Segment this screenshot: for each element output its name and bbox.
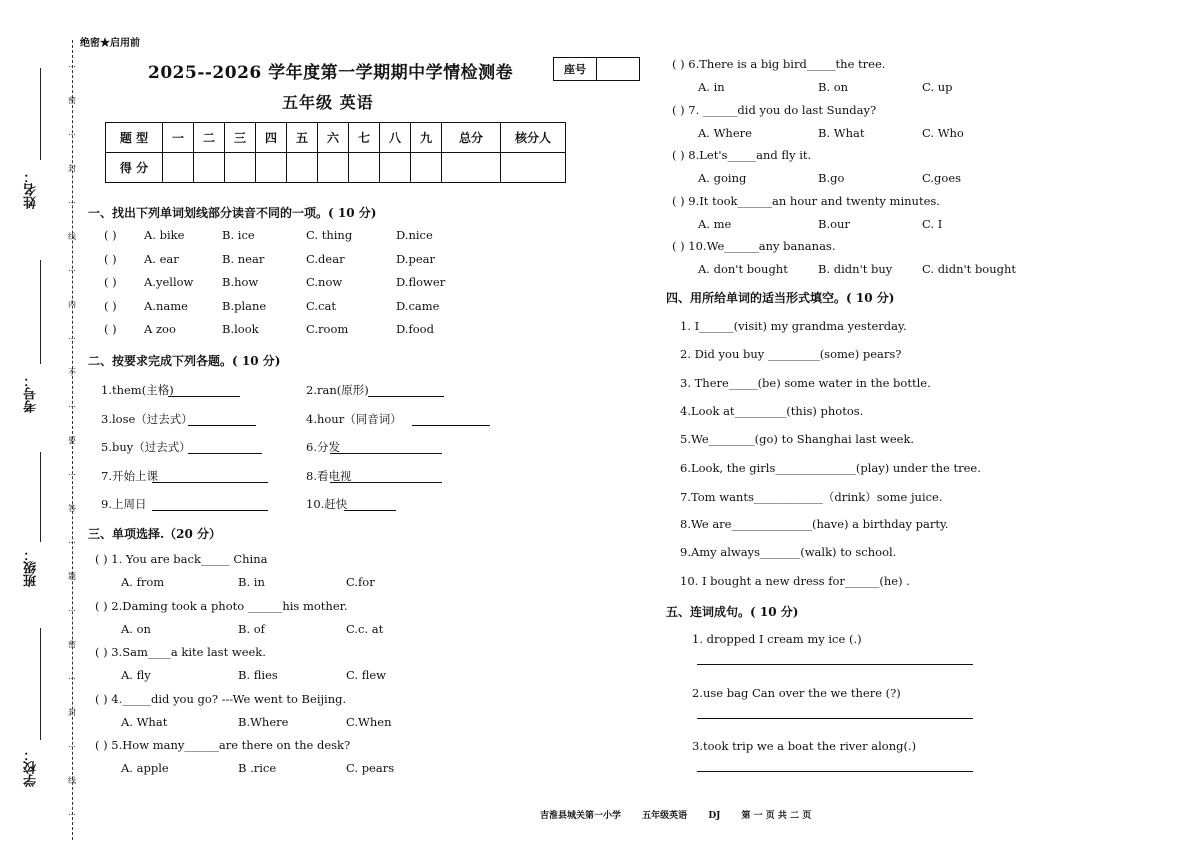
fill-blank-question: 1. I______(visit) my grandma yesterday. bbox=[680, 319, 907, 333]
score-table bbox=[105, 122, 566, 183]
option-b: B.our bbox=[818, 216, 850, 231]
fill-blank-question: 10. I bought a new dress for______(he) . bbox=[680, 573, 910, 588]
fill-blank-question: 5.We________(go) to Shanghai last week. bbox=[680, 432, 915, 447]
option-b: B. flies bbox=[238, 668, 278, 682]
score-header-cell: 九 bbox=[411, 123, 442, 153]
cut-line-char: ⋯ bbox=[68, 538, 76, 547]
option-b: B. on bbox=[818, 80, 849, 94]
word-task: 3.lose（过去式） bbox=[101, 411, 193, 426]
score-cell[interactable] bbox=[225, 153, 256, 183]
option-c: C. up bbox=[922, 80, 953, 94]
seat-label: 座号 bbox=[554, 58, 597, 80]
seat-number-field[interactable] bbox=[597, 58, 639, 80]
word-task: 10.赶快 bbox=[306, 497, 348, 511]
answer-line[interactable] bbox=[152, 482, 268, 483]
option-c: C.for bbox=[346, 575, 375, 589]
option-c: C. pears bbox=[346, 761, 395, 775]
answer-line[interactable] bbox=[697, 771, 973, 772]
option-d: D.flower bbox=[396, 275, 446, 289]
option-a: A. apple bbox=[121, 761, 169, 775]
option-d: D.food bbox=[396, 322, 434, 336]
footer-school: 吉淮县城关第一小学 bbox=[540, 811, 622, 821]
option-a: A. ear bbox=[144, 251, 179, 266]
cut-line-char: 线 bbox=[68, 776, 76, 785]
fill-blank-question: 8.We are______________(have) a birthday party. bbox=[680, 517, 949, 532]
score-cell[interactable] bbox=[256, 153, 287, 183]
option-b: B.look bbox=[222, 322, 259, 336]
cut-line-char: ⋯ bbox=[68, 674, 76, 683]
answer-bracket[interactable]: ( ) bbox=[104, 298, 117, 313]
word-task: 8.看电视 bbox=[306, 468, 352, 483]
word-task: 5.buy（过去式） bbox=[101, 440, 191, 454]
fill-blank-question: 2. Did you buy _________(some) pears? bbox=[680, 347, 902, 362]
cut-line-text bbox=[66, 60, 78, 842]
exam-no-line[interactable] bbox=[40, 260, 41, 364]
score-cell[interactable] bbox=[163, 153, 194, 183]
school-label: 学校： bbox=[24, 748, 39, 787]
option-c: C. thing bbox=[306, 228, 353, 242]
answer-line[interactable] bbox=[697, 718, 973, 719]
section-4-title: 四、用所给单词的适当形式填空。( 10 分) bbox=[666, 291, 895, 305]
word-task: 4.hour（同音词） bbox=[306, 411, 402, 426]
question-text: ( ) 5.How many______are there on the desk? bbox=[95, 738, 351, 752]
cut-line-char: 封 bbox=[68, 708, 76, 717]
score-cell[interactable] bbox=[318, 153, 349, 183]
option-a: A. on bbox=[121, 621, 151, 636]
option-a: A zoo bbox=[144, 322, 176, 336]
score-header-cell: 七 bbox=[349, 123, 380, 153]
option-b: B.go bbox=[818, 171, 845, 185]
score-header-cell: 五 bbox=[287, 123, 318, 153]
name-label: 姓名： bbox=[24, 170, 39, 209]
option-c: C.goes bbox=[922, 171, 962, 185]
question-text: ( ) 9.It took______an hour and twenty minutes. bbox=[672, 193, 940, 208]
option-c: C.now bbox=[306, 275, 343, 289]
score-cell[interactable] bbox=[380, 153, 411, 183]
word-task: 9.上周日 bbox=[101, 497, 147, 511]
option-a: A.name bbox=[144, 298, 188, 313]
score-header-cell: 三 bbox=[225, 123, 256, 153]
score-header-cell: 四 bbox=[256, 123, 287, 153]
section-1-title: 一、找出下列单词划线部分读音不同的一项。( 10 分) bbox=[88, 206, 377, 220]
exam-subtitle: 五年级 英语 bbox=[282, 93, 374, 112]
fill-blank-question: 6.Look, the girls______________(play) under the tree. bbox=[680, 460, 981, 475]
option-b: B. What bbox=[818, 125, 865, 140]
option-c: C.When bbox=[346, 714, 392, 729]
score-header-cell: 一 bbox=[163, 123, 194, 153]
fill-blank-question: 7.Tom wants____________（drink）some juice. bbox=[680, 489, 943, 504]
word-task: 2.ran(原形) bbox=[306, 383, 369, 397]
option-b: B. in bbox=[238, 575, 265, 589]
question-text: ( ) 3.Sam____a kite last week. bbox=[95, 645, 266, 659]
question-text: ( ) 7. ______did you do last Sunday? bbox=[672, 102, 877, 117]
section-5-title: 五、连词成句。( 10 分) bbox=[666, 605, 799, 619]
page-footer bbox=[540, 808, 829, 821]
cut-line-char: 要 bbox=[68, 436, 76, 445]
class-line[interactable] bbox=[40, 452, 41, 542]
answer-bracket[interactable]: ( ) bbox=[104, 228, 117, 242]
score-header-cell: 总分 bbox=[442, 123, 501, 153]
word-order-question: 1. dropped I cream my ice (.) bbox=[692, 632, 862, 646]
score-header-cell: 八 bbox=[380, 123, 411, 153]
option-d: D.came bbox=[396, 298, 440, 313]
answer-line[interactable] bbox=[330, 453, 442, 454]
section-2-title: 二、按要求完成下列各题。( 10 分) bbox=[88, 354, 281, 368]
answer-bracket[interactable]: ( ) bbox=[104, 322, 117, 336]
word-task: 6.分发 bbox=[306, 440, 340, 454]
cut-line-char: ⋯ bbox=[68, 130, 76, 139]
question-text: ( ) 2.Daming took a photo ______his mother. bbox=[95, 598, 348, 613]
score-cell[interactable] bbox=[442, 153, 501, 183]
word-task: 1.them(主格) bbox=[101, 383, 174, 397]
name-line[interactable] bbox=[40, 68, 41, 160]
question-text: ( ) 4._____did you go? ---We went to Beijing. bbox=[95, 691, 347, 706]
cut-line-char: ⋯ bbox=[68, 198, 76, 207]
answer-line[interactable] bbox=[188, 425, 256, 426]
cut-line-char: ⋯ bbox=[68, 810, 76, 819]
option-d: D.pear bbox=[396, 251, 435, 266]
answer-line[interactable] bbox=[368, 396, 444, 397]
cut-line-char: ⋯ bbox=[68, 470, 76, 479]
cut-line-char: 不 bbox=[68, 368, 76, 377]
word-task: 7.开始上课 bbox=[101, 468, 158, 483]
seat-number-box bbox=[553, 57, 640, 81]
option-b: B.plane bbox=[222, 298, 267, 313]
option-a: A. don't bought bbox=[698, 262, 788, 276]
score-header-cell: 二 bbox=[194, 123, 225, 153]
question-text: ( ) 8.Let's_____and fly it. bbox=[672, 148, 812, 162]
cut-line-char: 封 bbox=[68, 164, 76, 173]
cut-line-char: ⋯ bbox=[68, 266, 76, 275]
answer-bracket[interactable]: ( ) bbox=[104, 275, 117, 289]
option-d: D.nice bbox=[396, 228, 433, 242]
option-b: B. of bbox=[238, 621, 265, 636]
score-cell[interactable] bbox=[501, 153, 566, 183]
cut-line-char: 答 bbox=[68, 504, 76, 513]
cut-line-char: ⋯ bbox=[68, 334, 76, 343]
option-c: C.dear bbox=[306, 251, 345, 266]
fill-blank-question: 4.Look at_________(this) photos. bbox=[680, 403, 864, 418]
word-order-question: 3.took trip we a boat the river along(.) bbox=[692, 739, 917, 753]
class-label: 班级： bbox=[24, 548, 39, 587]
option-b: B. didn't buy bbox=[818, 262, 893, 276]
option-c: C. Who bbox=[922, 125, 964, 140]
answer-bracket[interactable]: ( ) bbox=[104, 251, 117, 266]
option-c: C.c. at bbox=[346, 621, 384, 636]
answer-line[interactable] bbox=[412, 425, 490, 426]
option-b: B.how bbox=[222, 275, 259, 289]
fill-blank-question: 9.Amy always_______(walk) to school. bbox=[680, 545, 897, 560]
option-a: A. going bbox=[698, 171, 747, 185]
option-a: A. fly bbox=[121, 668, 151, 682]
cut-line-char: 密 bbox=[68, 640, 76, 649]
score-cell[interactable] bbox=[411, 153, 442, 183]
option-c: C.cat bbox=[306, 298, 336, 313]
school-line[interactable] bbox=[40, 628, 41, 740]
answer-line[interactable] bbox=[188, 453, 262, 454]
score-cell[interactable] bbox=[349, 153, 380, 183]
score-row-label: 得 分 bbox=[106, 153, 163, 183]
option-a: A. in bbox=[698, 80, 725, 94]
question-text: ( ) 10.We______any bananas. bbox=[672, 239, 836, 253]
cut-line-char: 内 bbox=[68, 300, 76, 309]
cut-line-char: ⋯ bbox=[68, 62, 76, 71]
option-c: C. didn't bought bbox=[922, 262, 1017, 276]
answer-line[interactable] bbox=[330, 482, 442, 483]
score-cell[interactable] bbox=[287, 153, 318, 183]
cut-line-char: ⋯ bbox=[68, 606, 76, 615]
score-header-cell: 核分人 bbox=[501, 123, 566, 153]
score-table-header-row bbox=[106, 123, 566, 153]
cut-line-char: ⋯ bbox=[68, 742, 76, 751]
answer-line[interactable] bbox=[697, 664, 973, 665]
option-a: A. from bbox=[121, 575, 165, 589]
score-table-score-row bbox=[106, 153, 566, 183]
option-b: B.Where bbox=[238, 714, 289, 729]
option-a: A.yellow bbox=[144, 275, 194, 289]
option-c: C.room bbox=[306, 322, 349, 336]
cut-line-char: 密 bbox=[68, 96, 76, 105]
exam-title: 2025--2026 学年度第一学期期中学情检测卷 bbox=[148, 63, 514, 83]
footer-course: 五年级英语 bbox=[642, 811, 688, 821]
footer-page: 第 一 页 共 二 页 bbox=[741, 811, 812, 821]
footer-code: DJ bbox=[708, 811, 721, 821]
score-header-cell: 题 型 bbox=[106, 123, 163, 153]
option-b: B. ice bbox=[222, 228, 255, 242]
score-header-cell: 六 bbox=[318, 123, 349, 153]
option-a: A. What bbox=[121, 714, 168, 729]
option-a: A. me bbox=[698, 216, 732, 231]
word-order-question: 2.use bag Can over the we there (?) bbox=[692, 685, 901, 700]
confidential-label: 绝密★启用前 bbox=[80, 38, 140, 49]
answer-line[interactable] bbox=[168, 396, 240, 397]
answer-line[interactable] bbox=[152, 510, 268, 511]
section-3-title: 三、单项选择.（20 分） bbox=[88, 527, 222, 541]
question-text: ( ) 6.There is a big bird_____the tree. bbox=[672, 57, 886, 71]
answer-line[interactable] bbox=[344, 510, 396, 511]
cut-line-char: ⋯ bbox=[68, 402, 76, 411]
option-b: B .rice bbox=[238, 761, 277, 775]
fill-blank-question: 3. There_____(be) some water in the bottle. bbox=[680, 375, 931, 390]
option-b: B. near bbox=[222, 251, 265, 266]
option-a: A. bike bbox=[144, 228, 185, 242]
score-cell[interactable] bbox=[194, 153, 225, 183]
binding-margin bbox=[0, 0, 80, 848]
cut-line-char: 线 bbox=[68, 232, 76, 241]
option-c: C. flew bbox=[346, 668, 387, 682]
option-a: A. Where bbox=[698, 125, 752, 140]
exam-no-label: 考号： bbox=[24, 374, 39, 413]
cut-line-char: 题 bbox=[68, 572, 76, 581]
option-c: C. I bbox=[922, 216, 943, 231]
question-text: ( ) 1. You are back_____ China bbox=[95, 552, 268, 566]
